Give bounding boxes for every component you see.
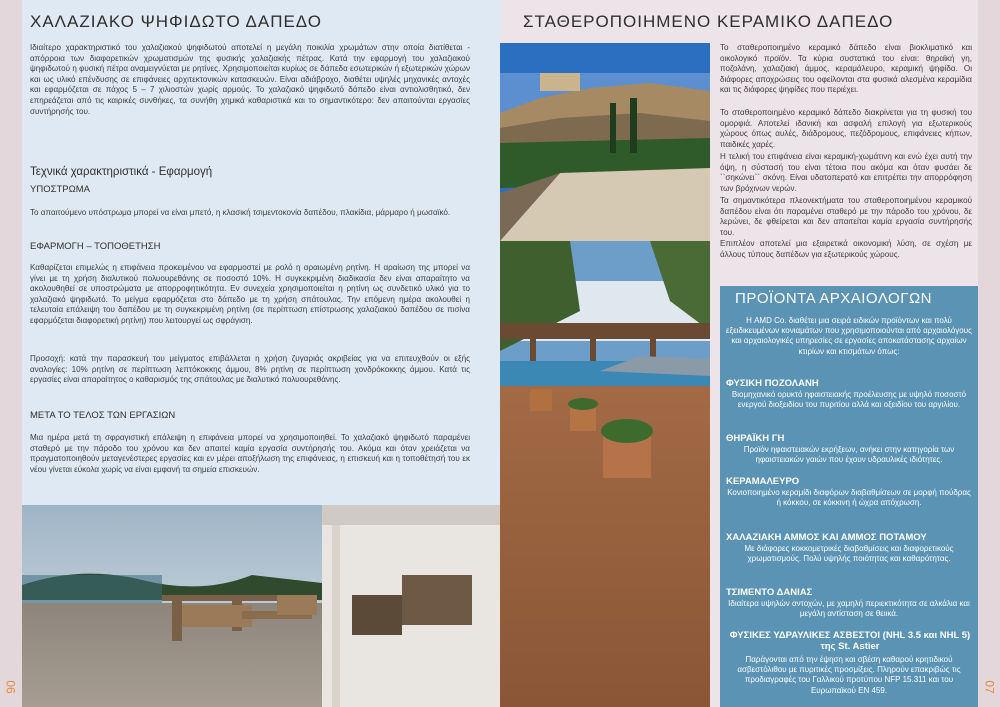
product-name: ΚΕΡΑΜΑΛΕΥΡΟ xyxy=(726,476,800,487)
left-page-title: ΧΑΛΑΖΙΑΚΟ ΨΗΦΙΔΩΤΟ ΔΑΠΕΔΟ xyxy=(30,12,323,31)
page-number-right: 07 xyxy=(982,680,997,694)
ceramic-text-3: Η τελική του επιφάνεια είναι κεραμική-χωμάτινη και ενώ έχει αυτή την όψη, η σύστασή του είναι τέτοια που ακόμα και όταν φυσάει δε ``σηκώνει`` σκόνη. Είναι υδατοπερατό και επιτρέπει την απορρόφηση των βρόχινων νερών. xyxy=(720,152,972,193)
right-margin-strip xyxy=(978,0,1000,707)
product-desc: Ιδιαίτερα υψηλών αντοχών, με χαμηλή περιεκτικότητα σε αλκάλια και μεγάλη αντίσταση σε θειικά. xyxy=(728,599,970,619)
product-desc: Με διάφορες κοκκομετρικές διαβαθμίσεις και διαφορετικούς χρωματισμούς. Πολύ υψηλής ποιότητας και καθαρότητας. xyxy=(744,544,954,564)
product-desc: Παράγονται από την έψηση και σβέση καθαρού κρητιδικού ασβεστόλιθου με πυριτικές προσμίξεις. Πληρούν επακριβώς τις προδιαγραφές του Γαλλικού προτύπου NFP 15.311 και του Ευρωπαϊκού EN 459. xyxy=(737,655,961,695)
product-name: ΘΗΡΑΪΚΗ ΓΗ xyxy=(726,433,785,444)
product-name: ΤΣΙΜΕΝΤΟ ΔΑΝΙΑΣ xyxy=(726,587,813,598)
after-works-heading: ΜΕΤΑ ΤΟ ΤΕΛΟΣ ΤΩΝ ΕΡΓΑΣΙΩΝ xyxy=(30,410,176,421)
substrate-heading: ΥΠΟΣΤΡΩΜΑ xyxy=(30,184,90,195)
application-text: Καθαρίζεται επιμελώς η επιφάνεια προκειμένου να εφαρμοστεί με ρολό η αραιωμένη ρητίνη. Η αραίωση της μπορεί να γίνει με τη χρήση διαλυτικού πολυουρεθάνης σε ποσοστό 10%. Η συγκεκριμένη διαδικασία δεν είναι απαραίτητο να ακολουθηθεί σε υποστρώματα με απορροφητικότητα. Εν συνεχεία χρησιμοποιείται η ρητίνη ως συνδετικό υλικό για το χαλαζιακό ψηφιδωτό. Το μείγμα εφαρμόζεται στο δάπεδο με τη χρήση σπάτουλας. Την επόμενη ημέρα ακολουθεί η τελευταία επάλειψη του δαπέδου με τη συγκεκριμένη ρητίνη (σε περίπτωση επίστρωσης χαλαζιακού δαπέδου σε πισίνα εφαρμόζεται διαφορετική ρητίνη) που λειτουργεί ως σφράγιση. xyxy=(30,263,470,325)
application-note: Προσοχή: κατά την παρασκευή του μείγματος επιβάλλεται η χρήση ζυγαριάς ακριβείας για να επιτευχθούν οι εξής αναλογίες: 10% ρητίνη σε περίπτωση λεπτόκοκκης άμμου, 8% ρητίνη σε περίπτωση χονδρόκοκκης άμμου. Κατά τις εργασίες είναι απαραίτητος ο καθαρισμός της σπάτουλας με διαλυτικό πολυουρεθάνης. xyxy=(30,354,470,385)
after-works-text: Μια ημέρα μετά τη σφραγιστική επάλειψη η επιφάνεια μπορεί να χρησιμοποιηθεί. Το χαλαζιακό ψηφιδωτό παραμένει σταθερό με την πάροδο του χρόνου και δεν απαιτεί καμία εργασία συντήρησής του. Ακόμα και όταν χρειάζεται να πραγματοποιηθούν μεταγενέστερες εργασίες και εν μέρει αποξήλωση της επιφάνειας, η επισκευή και η τοποθέτησή του εκ νέου γίνεται εύκολα χωρίς να είναι εμφανή τα σημεία επισκευών. xyxy=(30,433,470,474)
ceramic-text-4: Τα σημαντικότερα πλεονεκτήματα του σταθεροποιημένου κεραμικού δαπέδου είναι ότι παραμένει σταθερό με την πάροδο του χρόνου, δε λερώνει, δε φθείρεται και δεν απαιτείται καμία εργασία συντήρησής του. xyxy=(720,196,972,237)
products-intro: Η AMD Co. διαθέτει μια σειρά ειδικών προϊόντων και πολύ εξειδικευμένων κονιαμάτων που χρησιμοποιούνται από αρχαιολόγους και αρχαιολογικές υπηρεσίες σε εργασίες αποκατάστασης αρχαίων κτιρίων και κτισμάτων όπως: xyxy=(726,316,972,356)
ceramic-text-2: Το σταθεροποιημένο κεραμικό δάπεδο διακρίνεται για τη φυσική του ομορφιά. Αποτελεί ιδανική και ασφαλή επιλογή για εξωτερικούς χώρους όπως αυλές, διάδρομους, πεζόδρομους, επιφάνειες κήπων, παιδικές χαρές. xyxy=(720,108,972,149)
product-desc: Προϊόν ηφαιστειακών εκρήξεων, ανήκει στην κατηγορία των ηφαιστειακών γαιών που έχουν υδραυλικές ιδιότητες. xyxy=(743,445,955,465)
ceramic-text-5: Επιπλέον αποτελεί μια εξαιρετικά οικονομική λύση, σε σχέση με άλλους τύπους δαπέδων για εξωτερικούς χώρους. xyxy=(720,239,972,259)
product-name: ΦΥΣΙΚΕΣ ΥΔΡΑΥΛΙΚΕΣ ΑΣΒΕΣΤΟΙ (NHL 3.5 και NHL 5) της St. Astier xyxy=(729,630,971,652)
left-margin-strip xyxy=(0,0,22,707)
right-page-title: ΣΤΑΘΕΡΟΠΟΙΗΜΕΝΟ ΚΕΡΑΜΙΚΟ ΔΑΠΕΔΟ xyxy=(523,12,894,31)
substrate-text: Το απαιτούμενο υπόστρωμα μπορεί να είναι μπετό, η κλασική τσιμεντοκονία δαπέδου, πλακίδια, μάρμαρο ή μωσαϊκό. xyxy=(30,208,451,217)
section-title: Τεχνικά χαρακτηριστικά - Εφαρμογή xyxy=(30,166,213,178)
product-desc: Κονιοποιημένο κεραμίδι διαφόρων διαβαθμίσεων σε μορφή πούδρας ή κόκκου, σε κόκκινη ή ώχρα απόχρωση. xyxy=(727,488,971,508)
terrace-photo xyxy=(22,505,500,707)
product-name: ΦΥΣΙΚΗ ΠΟΖΟΛΑΝΗ xyxy=(726,378,819,389)
product-name: ΧΑΛΑΖΙΑΚΗ ΑΜΜΟΣ ΚΑΙ ΑΜΜΟΣ ΠΟΤΑΜΟΥ xyxy=(726,532,927,543)
page-number-left: 06 xyxy=(3,680,18,694)
product-desc: Βιομηχανικό ορυκτό ηφαιστειακής προέλευσης με υψηλό ποσοστό ενεργού διοξειδίου του πυριτίου αλλά και οξειδίου του αργιλίου. xyxy=(731,390,967,410)
acropolis-photo xyxy=(500,43,710,241)
ceramic-text-1: Το σταθεροποιημένο κεραμικό δάπεδο είναι βιοκλιματικό και οικολογικό προϊόν. Τα κύρια συστατικά του είναι: θηραϊκή γη, ποζολάνη, χαλαζιακή άμμος, κεραμάλευρο, κεραμική ψηφίδα. Οι διάφορες αποχρώσεις του οφείλονται στα φυσικά αλεσμένα κεραμίδια και τις διάφορες ψηφίδες που περιέχει. xyxy=(720,43,972,95)
application-heading: ΕΦΑΡΜΟΓΗ – ΤΟΠΟΘΕΤΗΣΗ xyxy=(30,241,161,252)
intro-paragraph: Ιδιαίτερο χαρακτηριστικό του χαλαζιακού ψηφιδωτού αποτελεί η μεγάλη ποικιλία χρωμάτων στην οποία διατίθεται - απόρροια των διαφορετικών χρωματισμών της φυσικής χαλαζιακής πέτρας. Κατά την εφαρμογή του χαλαζιακού ψηφιδωτού η φυσική πέτρα αναμειγνύεται με ρητίνες. Χρησιμοποιείται κυρίως σε δάπεδα εσωτερικών ή εξωτερικών χώρων και ως υλικό επένδυσης σε επιφάνειες αρχιτεκτονικών κατασκευών. Είναι αδιάβροχο, διαθέτει υψηλές μηχανικές αντοχές και εφαρμόζεται σε πάχος 5 – 7 χιλιοστών χωρίς αρμούς. Το χαλαζιακό ψηφιδωτό δάπεδο είναι αντιολισθητικό, δεν επηρεάζεται από τις καιρικές συνθήκες, τα συνήθη χημικά καθαριστικά και το σημαντικότερο: δεν απαιτούνται εργασίες συντήρησής του. xyxy=(30,43,470,116)
pavilion-photo xyxy=(500,241,710,707)
products-title: ΠΡΟΪΟΝΤΑ ΑΡΧΑΙΟΛΟΓΩΝ xyxy=(735,290,933,307)
